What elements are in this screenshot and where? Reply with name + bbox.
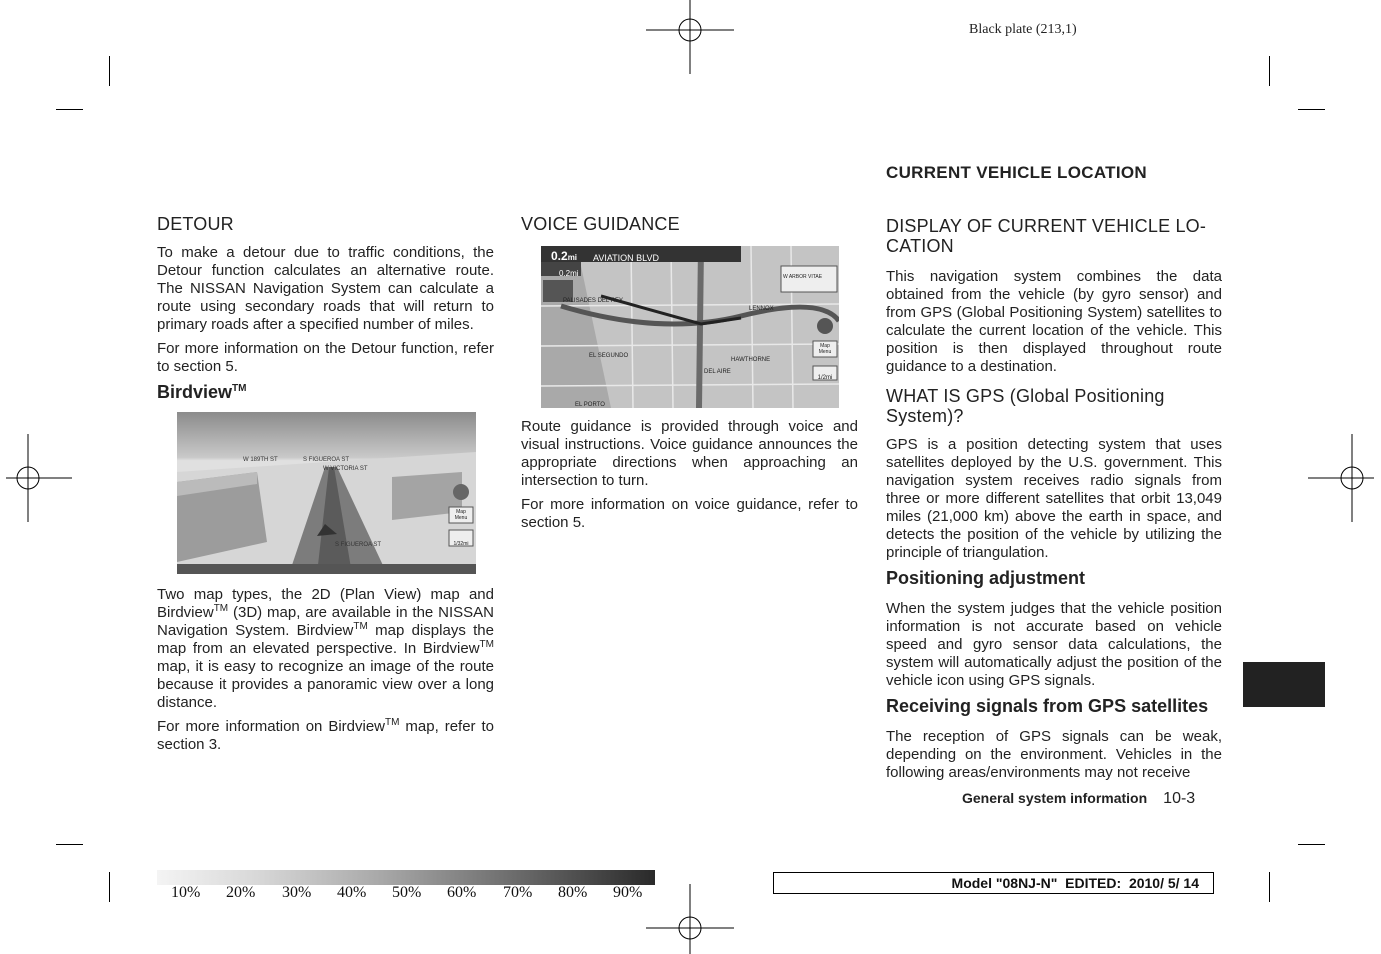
text-fragment: Two map types, the 2D (Plan View) map and Birdview bbox=[157, 586, 494, 621]
distance-value: 0.2 bbox=[551, 249, 568, 263]
page-footer bbox=[962, 790, 1195, 808]
current-vehicle-location-heading: CURRENT VEHICLE LOCATION bbox=[886, 163, 1147, 182]
density-label: 60% bbox=[447, 884, 477, 901]
voice-guidance-heading: VOICE GUIDANCE bbox=[521, 214, 680, 234]
map-street-name: AVIATION BLVD bbox=[593, 253, 660, 263]
map-menu-button: Map Menu bbox=[454, 509, 468, 521]
birdview-reference bbox=[157, 718, 494, 754]
crop-mark bbox=[56, 844, 83, 845]
positioning-adjustment-heading: Positioning adjustment bbox=[886, 568, 1086, 588]
voice-guidance-reference: For more information on voice guidance, refer to section 5. bbox=[521, 496, 858, 531]
crop-mark bbox=[1298, 109, 1325, 110]
receiving-signals-paragraph: The reception of GPS signals can be weak, depending on the environment. Vehicles in the following areas/environments may not receive bbox=[886, 728, 1222, 781]
display-location-paragraph: This navigation system combines the data obtained from the vehicle (by gyro sensor) and from GPS (Global Positioning System) satellites to calculate the current location of the vehicle. This position is then displayed throughout route guidance to a destination. bbox=[886, 268, 1222, 375]
map-distance bbox=[551, 247, 577, 267]
map-place-label: EL SEGUNDO bbox=[589, 353, 629, 359]
detour-paragraph: To make a detour due to traffic conditions, the Detour function calculates an alternative route. The NISSAN Navigation System can calculate a route using secondary roads that will return to primary roads after a specified number of miles. bbox=[157, 244, 494, 333]
trademark: TM bbox=[232, 383, 247, 394]
density-label: 90% bbox=[613, 884, 643, 901]
positioning-paragraph: When the system judges that the vehicle position information is not accurate based on vehicle speed and gyro sensor data calculations, the system will automatically adjust the position of the vehicle icon using GPS signals. bbox=[886, 600, 1222, 689]
crop-mark bbox=[109, 872, 110, 902]
text-fragment: For more information on Birdview bbox=[157, 718, 386, 735]
density-label: 40% bbox=[337, 884, 367, 901]
page-number: 10-3 bbox=[1163, 790, 1196, 807]
density-label: 50% bbox=[392, 884, 422, 901]
crop-mark bbox=[109, 56, 110, 86]
registration-mark-icon bbox=[0, 434, 72, 522]
text-fragment: map, refer to section 3. bbox=[157, 718, 494, 753]
density-label: 20% bbox=[226, 884, 256, 901]
detour-reference: For more information on the Detour function, refer to section 5. bbox=[157, 340, 494, 375]
crop-mark bbox=[56, 109, 83, 110]
display-location-heading: DISPLAY OF CURRENT VEHICLE LO-CATION bbox=[886, 216, 1207, 256]
map-place-label: DEL AIRE bbox=[704, 369, 731, 375]
map-scale-button: 1/32mi bbox=[453, 541, 469, 547]
gps-paragraph: GPS is a position detecting system that uses satellites deployed by the U.S. government. This navigation system receives radio signals from three or more different satellites that orbit 13,049 miles (21,000 km) above the earth in space, and detects the position of the vehicle by utilizing the principle of triangulation. bbox=[886, 436, 1222, 561]
receiving-signals-heading: Receiving signals from GPS satellites bbox=[886, 696, 1209, 716]
trademark: TM bbox=[213, 603, 229, 614]
map-screenshot bbox=[541, 246, 839, 408]
map-place-label: HAWTHORNE bbox=[731, 357, 771, 363]
density-label: 80% bbox=[558, 884, 588, 901]
street-label: W 189TH ST bbox=[243, 457, 278, 463]
crop-mark bbox=[1269, 872, 1270, 902]
map-place-label: PALISADES DEL REY bbox=[563, 298, 624, 304]
detour-heading: DETOUR bbox=[157, 214, 234, 234]
trademark: TM bbox=[479, 639, 494, 650]
text-fragment: (3D) map, are available in the NISSAN Navigation System. Birdview bbox=[157, 604, 494, 639]
registration-mark-icon bbox=[646, 0, 734, 74]
birdview-heading bbox=[157, 382, 494, 402]
text-fragment: map, it is easy to recognize an image of the route because it provides a panoramic view over a long distance. bbox=[157, 658, 494, 711]
voice-guidance-paragraph: Route guidance is provided through voice and visual instructions. Voice guidance announces the appropriate directions when approaching an intersection to turn. bbox=[521, 418, 858, 489]
trademark: TM bbox=[385, 717, 400, 728]
density-label: 70% bbox=[503, 884, 533, 901]
birdview-screenshot bbox=[177, 412, 476, 574]
map-place-label: EL PORTO bbox=[575, 402, 605, 408]
distance-unit: mi bbox=[567, 253, 578, 262]
density-label: 10% bbox=[171, 884, 201, 901]
text-fragment: map displays the map from an elevated perspective. In Birdview bbox=[157, 622, 494, 657]
model-edited-text: Model "08NJ-N" EDITED: 2010/ 5/ 14 bbox=[951, 875, 1199, 891]
column-left bbox=[157, 214, 494, 760]
map-scale-button: 1/2mi bbox=[817, 375, 833, 381]
column-middle bbox=[521, 214, 858, 538]
birdview-map-graphic bbox=[177, 412, 476, 574]
registration-mark-icon bbox=[646, 884, 734, 954]
crop-mark bbox=[1298, 844, 1325, 845]
map-place-label: W ARBOR VITAE bbox=[783, 274, 823, 280]
birdview-heading-text: Birdview bbox=[157, 382, 233, 402]
plate-label: Black plate (213,1) bbox=[969, 22, 1077, 37]
model-edited-box bbox=[773, 872, 1214, 894]
map-place-label: LENNOX bbox=[749, 306, 774, 312]
footer-section-title: General system information bbox=[962, 790, 1148, 806]
registration-mark-icon bbox=[1308, 434, 1381, 522]
street-label: S FIGUEROA ST bbox=[303, 457, 350, 463]
density-label: 30% bbox=[282, 884, 312, 901]
street-label: W VICTORIA ST bbox=[323, 466, 368, 472]
trademark: TM bbox=[353, 621, 368, 632]
what-is-gps-heading: WHAT IS GPS (Global Positioning System)? bbox=[886, 386, 1165, 426]
map-sub-distance: 0.2mi bbox=[559, 269, 579, 278]
crop-mark bbox=[1269, 56, 1270, 86]
birdview-paragraph bbox=[157, 586, 494, 712]
print-density-bar bbox=[157, 870, 655, 885]
section-tab-marker bbox=[1243, 662, 1325, 707]
street-label: S FIGUEROA ST bbox=[335, 542, 382, 548]
column-right bbox=[886, 164, 1222, 788]
map-menu-button: Map Menu bbox=[818, 343, 832, 355]
